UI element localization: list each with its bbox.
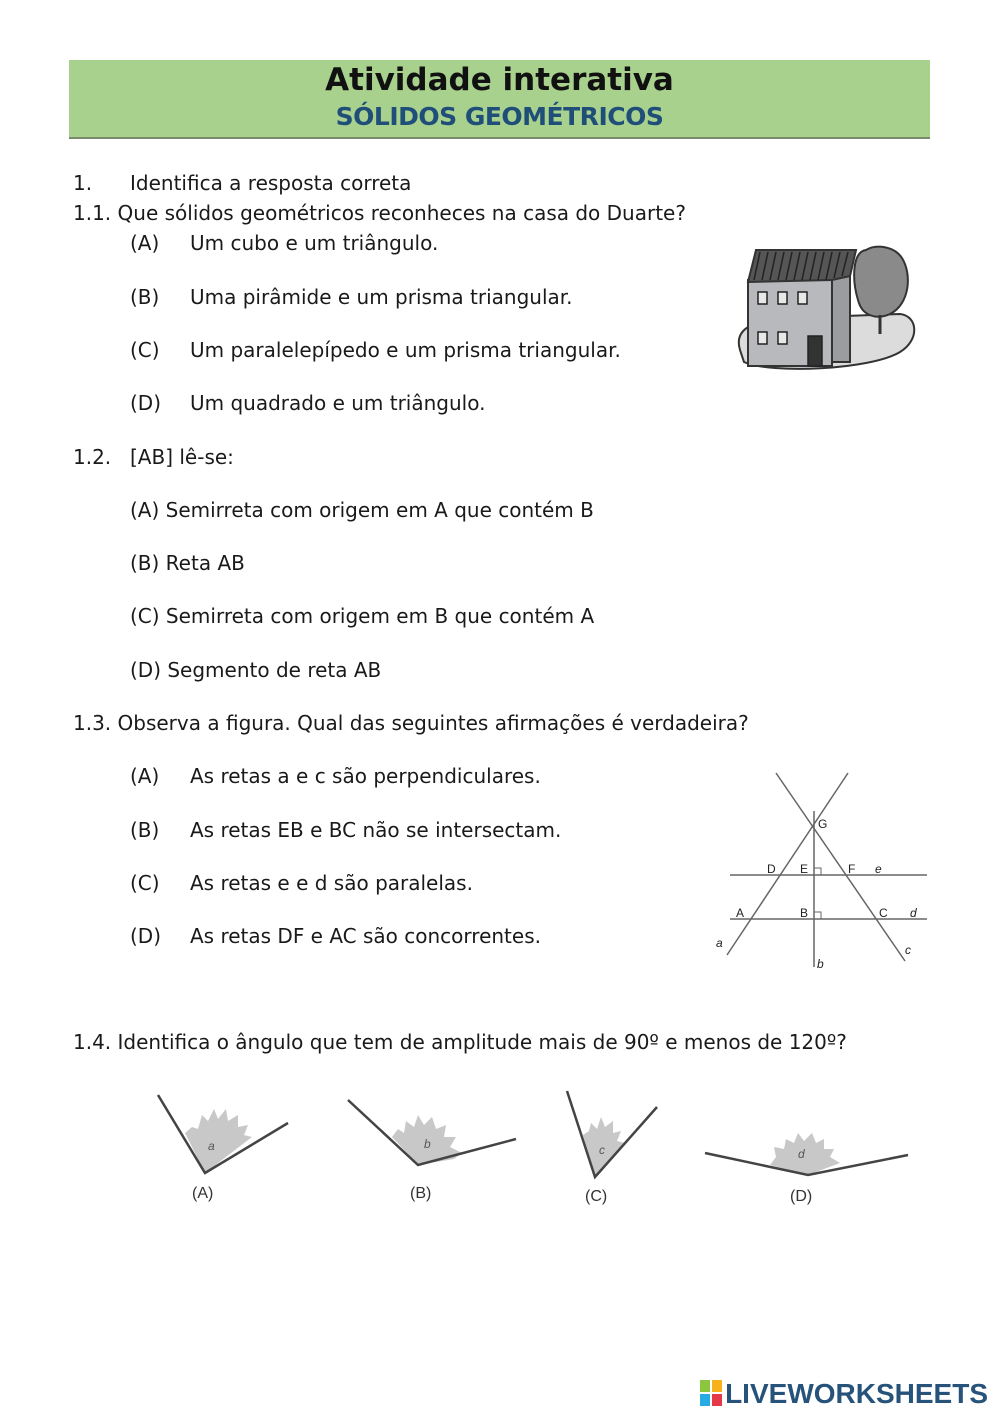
line-c xyxy=(776,773,905,961)
angle-d-caption: (D) xyxy=(790,1188,813,1205)
q13-option-b-label[interactable]: (B) xyxy=(130,818,160,842)
label-A: A xyxy=(736,906,745,920)
q12-number: 1.2. xyxy=(73,445,112,469)
q11-text: 1.1. Que sólidos geométricos reconheces na casa do Duarte? xyxy=(73,201,686,225)
q11-option-b-label[interactable]: (B) xyxy=(130,285,160,309)
q14-text: 1.4. Identifica o ângulo que tem de amplitude mais de 90º e menos de 120º? xyxy=(73,1030,847,1054)
q13-option-b-text[interactable]: As retas EB e BC não se intersectam. xyxy=(190,818,562,842)
title-banner xyxy=(69,60,930,139)
angle-c-mark: c xyxy=(599,1143,605,1157)
q11-option-a-text[interactable]: Um cubo e um triângulo. xyxy=(190,231,439,255)
q13-option-a-label[interactable]: (A) xyxy=(130,764,160,788)
q1-text: Identifica a resposta correta xyxy=(130,171,412,195)
q1-number: 1. xyxy=(73,171,93,195)
q12-option-c[interactable]: (C) Semirreta com origem em B que contém A xyxy=(130,604,595,628)
q12-text: [AB] lê-se: xyxy=(130,445,234,469)
q12-option-b[interactable]: (B) Reta AB xyxy=(130,551,245,575)
line-a xyxy=(727,773,848,955)
q12-option-a[interactable]: (A) Semirreta com origem em A que contém B xyxy=(130,498,594,522)
q12-option-d[interactable]: (D) Segmento de reta AB xyxy=(130,658,382,682)
angle-d-mark: d xyxy=(798,1147,805,1161)
q11-option-b-text[interactable]: Uma pirâmide e um prisma triangular. xyxy=(190,285,573,309)
angle-c-figure[interactable] xyxy=(555,1085,665,1210)
label-c: c xyxy=(905,943,911,957)
house-illustration xyxy=(730,240,920,380)
label-a: a xyxy=(716,936,723,950)
q11-option-a-label[interactable]: (A) xyxy=(130,231,160,255)
lines-figure xyxy=(705,765,935,975)
angle-a-mark: a xyxy=(208,1139,215,1153)
q11-option-d-label[interactable]: (D) xyxy=(130,391,162,415)
q13-option-a-text[interactable]: As retas a e c são perpendiculares. xyxy=(190,764,541,788)
angle-b-mark: b xyxy=(424,1137,431,1151)
angle-c-caption: (C) xyxy=(585,1188,608,1205)
label-E: E xyxy=(800,862,809,876)
angle-a-figure[interactable] xyxy=(150,1085,300,1210)
q11-option-c-text[interactable]: Um paralelepípedo e um prisma triangular. xyxy=(190,338,621,362)
label-d: d xyxy=(910,906,917,920)
q13-text: 1.3. Observa a figura. Qual das seguintes afirmações é verdadeira? xyxy=(73,711,749,735)
q13-option-d-text[interactable]: As retas DF e AC são concorrentes. xyxy=(190,924,541,948)
liveworksheets-logo-icon xyxy=(700,1380,722,1406)
label-F: F xyxy=(848,862,856,876)
q13-option-d-label[interactable]: (D) xyxy=(130,924,162,948)
q13-option-c-text[interactable]: As retas e e d são paralelas. xyxy=(190,871,473,895)
angle-d-figure[interactable] xyxy=(700,1085,915,1210)
q11-option-d-text[interactable]: Um quadrado e um triângulo. xyxy=(190,391,486,415)
q11-option-c-label[interactable]: (C) xyxy=(130,338,160,362)
angle-b-figure[interactable] xyxy=(340,1085,525,1210)
angle-b-caption: (B) xyxy=(410,1185,432,1202)
page-title: Atividade interativa xyxy=(325,62,674,98)
q13-option-c-label[interactable]: (C) xyxy=(130,871,160,895)
label-b: b xyxy=(817,957,824,971)
liveworksheets-logo[interactable]: LIVEWORKSHEETS xyxy=(725,1378,988,1409)
page-subtitle: SÓLIDOS GEOMÉTRICOS xyxy=(335,102,664,131)
label-D: D xyxy=(767,862,776,876)
label-B: B xyxy=(800,906,809,920)
label-G: G xyxy=(818,817,828,831)
angle-a-caption: (A) xyxy=(192,1185,214,1202)
label-C: C xyxy=(879,906,888,920)
label-e: e xyxy=(875,862,882,876)
